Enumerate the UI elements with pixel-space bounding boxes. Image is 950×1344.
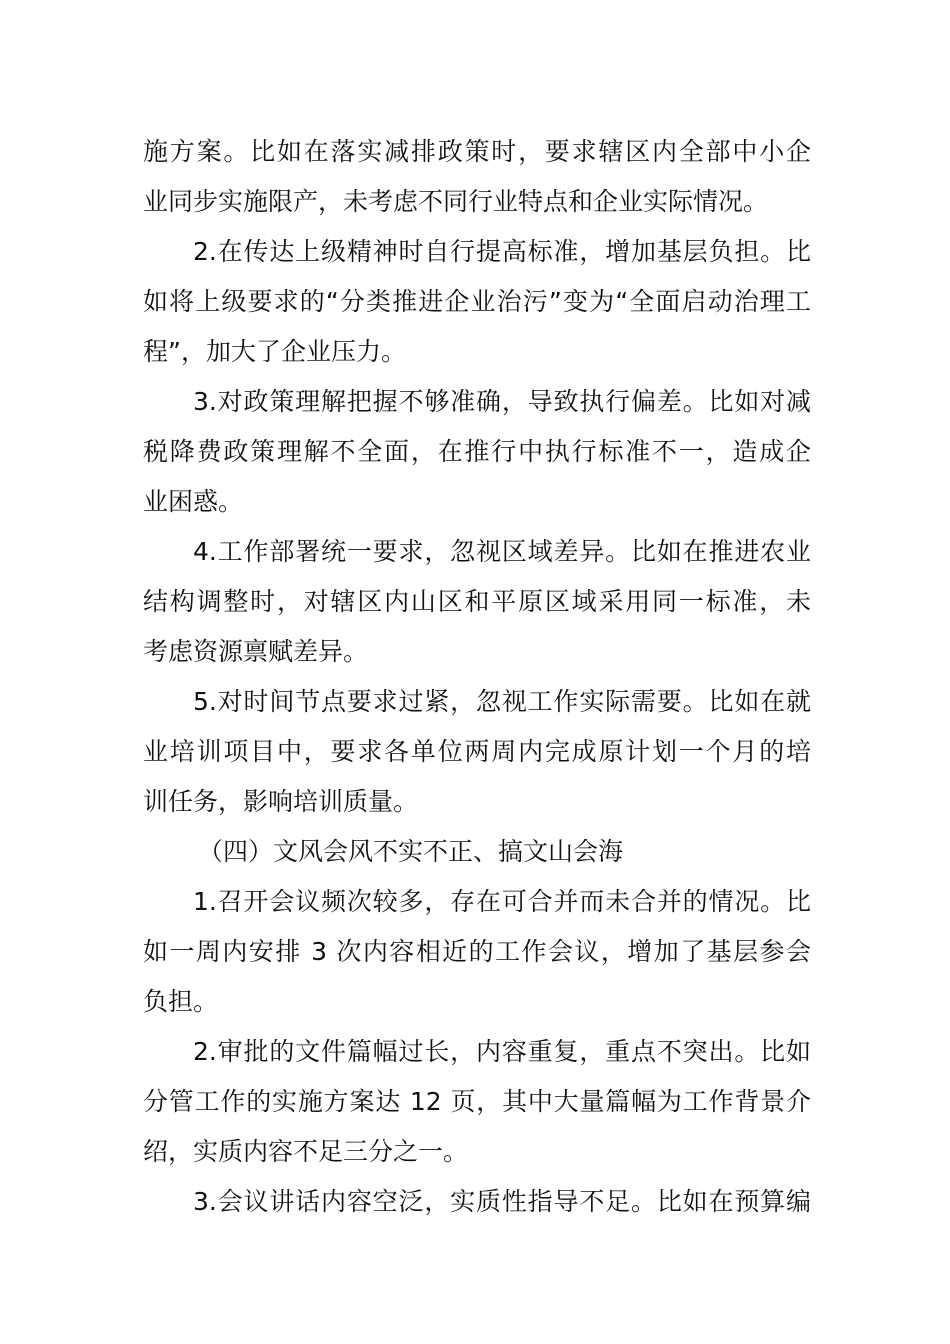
paragraph-item-1 bbox=[143, 877, 811, 1027]
paragraph-item-4 bbox=[143, 527, 811, 677]
text-line: 负担。 bbox=[143, 987, 219, 1016]
text-line: 考虑资源禀赋差异。 bbox=[143, 637, 369, 666]
text-line: 业同步实施限产，未考虑不同行业特点和企业实际情况。 bbox=[143, 187, 769, 216]
text-line: 分管工作的实施方案达 12 页，其中大量篇幅为工作背景介 bbox=[143, 1087, 811, 1116]
text-line: 结构调整时，对辖区内山区和平原区域采用同一标准，未 bbox=[143, 587, 811, 616]
text-line: 业培训项目中，要求各单位两周内完成原计划一个月的培 bbox=[143, 737, 811, 766]
text-line: 如将上级要求的“分类推进企业治污”变为“全面启动治理工 bbox=[143, 287, 811, 316]
section-heading bbox=[143, 827, 811, 877]
text-line: 税降费政策理解不全面，在推行中执行标准不一，造成企 bbox=[143, 437, 811, 466]
paragraph-item-5 bbox=[143, 677, 811, 827]
text-line: 5.对时间节点要求过紧，忽视工作实际需要。比如在就 bbox=[193, 687, 811, 716]
text-line: 3.对政策理解把握不够准确，导致执行偏差。比如对减 bbox=[193, 387, 811, 416]
text-line: 业困惑。 bbox=[143, 487, 244, 516]
paragraph-item-3 bbox=[143, 377, 811, 527]
text-line: 2.在传达上级精神时自行提高标准，增加基层负担。比 bbox=[193, 237, 811, 266]
text-line: 如一周内安排 3 次内容相近的工作会议，增加了基层参会 bbox=[143, 937, 811, 966]
text-line: 3.会议讲话内容空泛，实质性指导不足。比如在预算编 bbox=[193, 1187, 811, 1216]
document-body bbox=[143, 127, 811, 1227]
text-line: 2.审批的文件篇幅过长，内容重复，重点不突出。比如 bbox=[193, 1037, 811, 1066]
text-line: 绍，实质内容不足三分之一。 bbox=[143, 1137, 469, 1166]
text-line: 4.工作部署统一要求，忽视区域差异。比如在推进农业 bbox=[193, 537, 811, 566]
text-line: 程”，加大了企业压力。 bbox=[143, 337, 406, 366]
text-line: 1.召开会议频次较多，存在可合并而未合并的情况。比 bbox=[193, 887, 811, 916]
paragraph-item-2b bbox=[143, 1027, 811, 1177]
text-line: 施方案。比如在落实减排政策时，要求辖区内全部中小企 bbox=[143, 137, 811, 166]
paragraph-continued bbox=[143, 127, 811, 227]
paragraph-item-2 bbox=[143, 227, 811, 377]
text-line: 训任务，影响培训质量。 bbox=[143, 787, 419, 816]
paragraph-item-3b bbox=[143, 1177, 811, 1227]
section-heading-text: （四）文风会风不实不正、搞文山会海 bbox=[198, 837, 624, 866]
